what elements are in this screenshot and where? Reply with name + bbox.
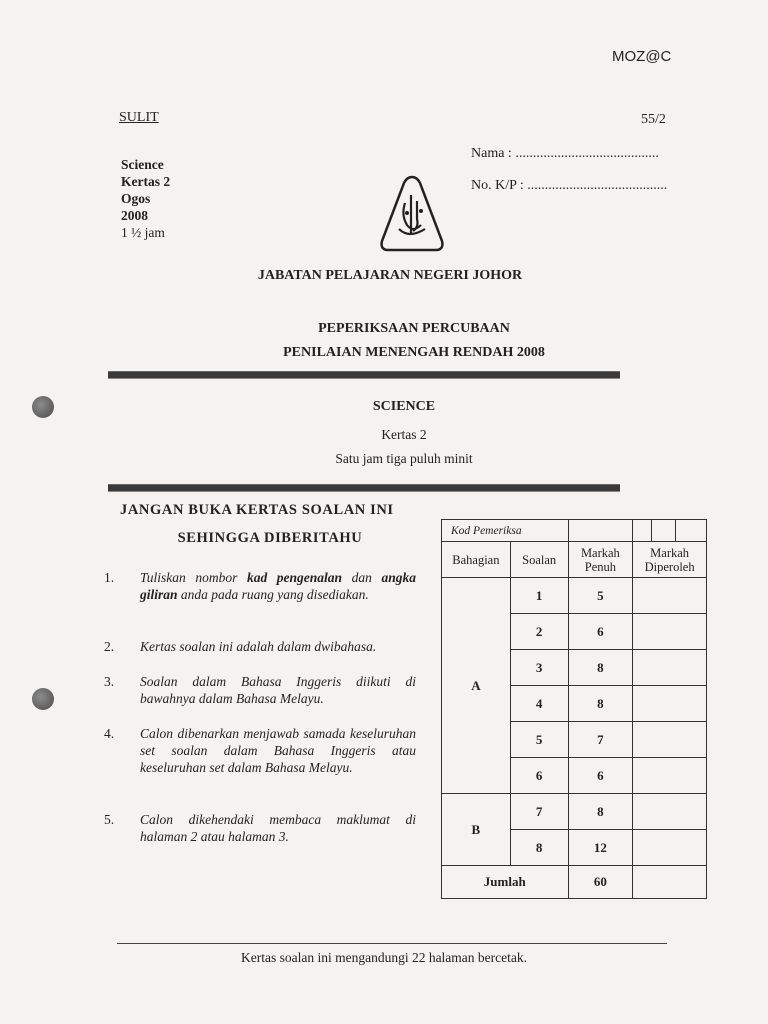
full-marks: 6 [568, 614, 633, 650]
full-marks: 8 [568, 650, 633, 686]
instruction-text: Soalan dalam Bahasa Inggeris diikuti di bawahnya dalam Bahasa Melayu. [140, 674, 416, 706]
instruction-text: Calon dikehendaki membaca maklumat di halaman 2 atau halaman 3. [140, 812, 416, 844]
total-label: Jumlah [442, 866, 569, 899]
total-obtained-cell[interactable] [633, 866, 707, 899]
question-number: 2 [510, 614, 568, 650]
header-code: MOZ@C [612, 48, 672, 65]
kod-box[interactable] [652, 520, 676, 542]
footer-text: Kertas soalan ini mengandungi 22 halaman bercetak. [240, 950, 528, 965]
header-markah-diperoleh: Markah Diperoleh [633, 542, 707, 578]
question-number: 3 [510, 650, 568, 686]
marks-obtained-cell[interactable] [633, 722, 707, 758]
meta-month: Ogos [121, 191, 151, 206]
total-marks: 60 [568, 866, 633, 899]
instruction-text: Kertas soalan ini adalah dalam dwibahasa. [140, 639, 377, 654]
header-soalan: Soalan [510, 542, 568, 578]
marks-obtained-cell[interactable] [633, 614, 707, 650]
instruction-item [104, 811, 416, 847]
section-b-label: B [442, 794, 511, 866]
instruction-number: 2. [104, 639, 115, 654]
question-number: 5 [510, 722, 568, 758]
marks-obtained-cell[interactable] [633, 830, 707, 866]
full-marks: 12 [568, 830, 633, 866]
divider-bottom [108, 484, 620, 492]
meta-subject: Science [121, 157, 164, 172]
question-number: 4 [510, 686, 568, 722]
subject-title: SCIENCE [372, 399, 436, 414]
question-number: 6 [510, 758, 568, 794]
warning-line-2: SEHINGGA DIBERITAHU [177, 530, 363, 546]
kod-pemeriksa-label: Kod Pemeriksa [442, 520, 569, 542]
full-marks: 6 [568, 758, 633, 794]
kod-box[interactable] [568, 520, 633, 542]
instruction-text [140, 569, 416, 603]
johor-crest-icon [377, 173, 447, 255]
punch-hole [32, 396, 54, 418]
meta-year: 2008 [121, 208, 148, 223]
footer-divider [117, 943, 667, 944]
instruction-text-part: Tuliskan nombor [140, 570, 247, 585]
full-marks: 8 [568, 794, 633, 830]
department-title: JABATAN PELAJARAN NEGERI JOHOR [257, 268, 523, 283]
exam-duration: Satu jam tiga puluh minit [335, 451, 473, 466]
instruction-number: 3. [104, 674, 115, 689]
instruction-number: 1. [104, 570, 115, 585]
marks-obtained-cell[interactable] [633, 650, 707, 686]
marks-obtained-cell[interactable] [633, 794, 707, 830]
instruction-item [104, 638, 416, 658]
section-a-label: A [442, 578, 511, 794]
punch-hole [32, 688, 54, 710]
marks-obtained-cell[interactable] [633, 758, 707, 794]
marks-obtained-cell[interactable] [633, 686, 707, 722]
marks-obtained-cell[interactable] [633, 578, 707, 614]
divider-top [108, 371, 620, 379]
meta-paper: Kertas 2 [121, 174, 171, 189]
full-marks: 7 [568, 722, 633, 758]
exam-title: PEPERIKSAAN PERCUBAAN [318, 321, 510, 336]
question-number: 1 [510, 578, 568, 614]
paper-number: Kertas 2 [381, 427, 427, 442]
instruction-number: 5. [104, 812, 115, 827]
question-number: 8 [510, 830, 568, 866]
kod-box[interactable] [676, 520, 707, 542]
question-number: 7 [510, 794, 568, 830]
assessment-title: PENILAIAN MENENGAH RENDAH 2008 [283, 345, 545, 360]
header-bahagian: Bahagian [442, 542, 511, 578]
instruction-emphasis: kad pengenalan [246, 570, 343, 585]
meta-duration: 1 ½ jam [121, 225, 165, 240]
kod-box[interactable] [633, 520, 652, 542]
nama-field[interactable]: Nama : ......................................... [471, 146, 659, 161]
instruction-text: Calon dibenarkan menjawab samada keseluruhan set soalan dalam Bahasa Inggeris atau keseluruhan set dalam Bahasa Melayu. [140, 726, 416, 775]
instruction-item [104, 725, 416, 795]
full-marks: 8 [568, 686, 633, 722]
marks-table [441, 519, 707, 898]
instruction-text-part: dan [342, 570, 382, 585]
header-markah-penuh: Markah Penuh [568, 542, 633, 578]
instruction-emphasis: angka giliran [140, 570, 417, 602]
kp-field[interactable]: No. K/P : ........................................ [471, 178, 668, 193]
warning-line-1: JANGAN BUKA KERTAS SOALAN INI [120, 502, 394, 518]
instruction-item [104, 673, 416, 709]
paper-code: 55/2 [641, 112, 666, 127]
sulit-label: SULIT [119, 110, 159, 125]
instruction-number: 4. [104, 726, 115, 741]
paper-meta [121, 156, 170, 241]
instruction-text-part: anda pada ruang yang disediakan. [177, 587, 369, 602]
instruction-item [104, 569, 416, 621]
full-marks: 5 [568, 578, 633, 614]
